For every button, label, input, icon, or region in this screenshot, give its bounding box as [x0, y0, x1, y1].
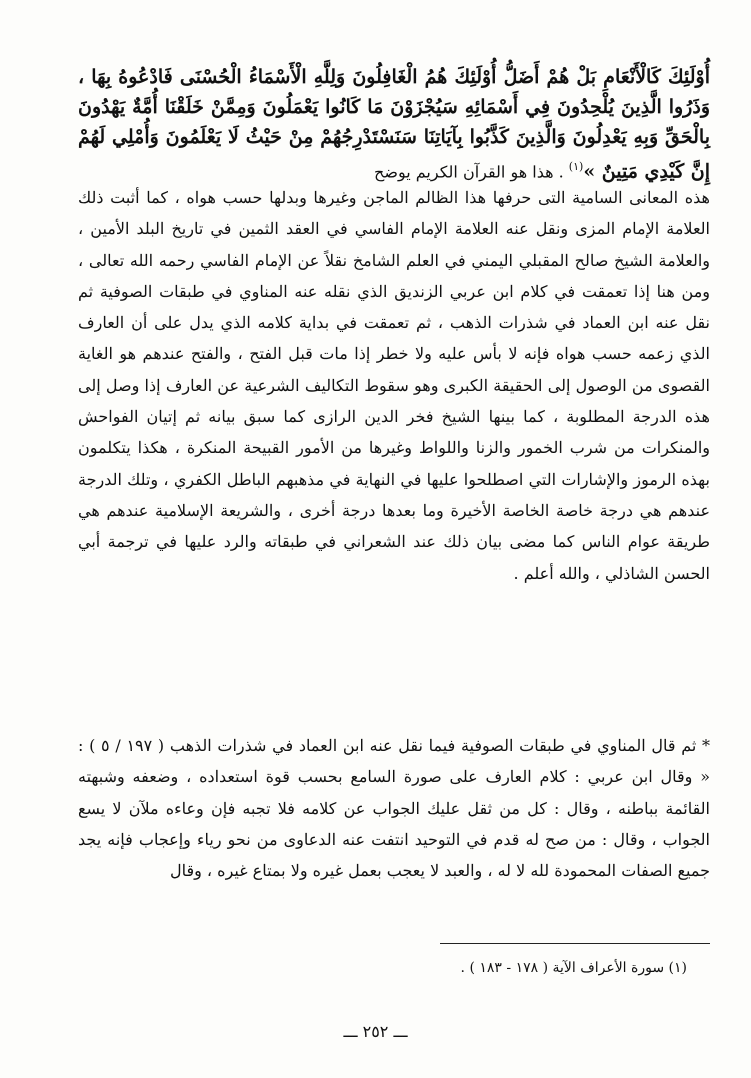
quran-verse-block: [78, 62, 710, 187]
body-paragraph: هذه المعانى السامية التى حرفها هذا الظالم الماجن وغيرها وبدلها حسب هواه ، كما أثبت ذلك العلامة الإمام المزى ونقل عنه العلامة الإمام الفاسي في العقد الثمين في تاريخ البلد الأمين ، والعلامة الشيخ صالح المقبلي اليمني في العلم الشامخ نقلاً عن الإمام الفاسي رحمه الله تعالى ، ومن هنا إذا تعمقت في كلام ابن عربي الزنديق الذي نقله عنه المناوي في طبقات الصوفية ثم نقل عنه ابن العماد في شذرات الذهب ، ثم تعمقت في بداية كلامه الذي يدل على أن العارف الذي زعمه حسب هواه فإنه لا بأس عليه ولا خطر إذا مات قبل الفتح ، والفتح عندهم هو الغاية القصوى من الوصول إلى الحقيقة الكبرى وهو سقوط التكاليف الشرعية عن العارف إذا وصل إلى هذه الدرجة المطلوبة ، كما بينها الشيخ فخر الدين الرازى كما سبق بيانه ثم إتيان الفواحش والمنكرات من شرب الخمور والزنا واللواط وغيرها من الأمور القبيحة المنكرة ، هكذا يتكلمون بهذه الرموز والإشارات التي اصطلحوا عليها في النهاية في مذهبهم الباطل الكفري ، وتلك الدرجة عندهم هي درجة خاصة الخاصة الأخيرة وما بعدها درجة أخرى ، والشريعة الإسلامية عندهم هي طريقة عوام الناس كما مضى بيان ذلك عند الشعراني في طبقاته والرد عليها في ترجمة أبي الحسن الشاذلي ، والله أعلم .: [78, 188, 711, 583]
footnote: (١) سورة الأعراف الآية ( ١٧٨ - ١٨٣ ) .: [460, 960, 687, 976]
verse-commentary-start: . هذا هو القرآن الكريم يوضح: [374, 162, 569, 182]
quran-verse-text: أُوْلَئِكَ كَالْأَنْعَامِ بَلْ هُمْ أَضَلُّ أُوْلَئِكَ هُمُ الْغَافِلُونَ وَلِلَّهِ الْأَسْمَاءُ الْحُسْنَى فَادْعُوهُ بِهَا ، وَذَرُوا الَّذِينَ يُلْحِدُونَ فِي أَسْمَائِهِ سَيُجْزَوْنَ مَا كَانُوا يَعْمَلُونَ وَمِمَّنْ خَلَقْنَا أُمَّةٌ يَهْدُونَ بِالْحَقِّ وَبِهِ يَعْدِلُونَ وَالَّذِينَ كَذَّبُوا بِآيَاتِنَا سَنَسْتَدْرِجُهُمْ مِنْ حَيْثُ لَا يَعْلَمُونَ وَأُمْلِي لَهُمْ إِنَّ كَيْدِي مَتِينٌ »: [78, 66, 710, 183]
page-number: ـــ ٢٥٢ ـــ: [343, 1022, 408, 1041]
footnote-reference: (١): [568, 160, 584, 173]
second-paragraph: * ثم قال المناوي في طبقات الصوفية فيما نقل عنه ابن العماد في شذرات الذهب ( ١٩٧ / ٥ ) : « وقال ابن عربي : كلام العارف على صورة السامع بحسب قوة استعداده ، وضعفه وشبهته القائمة بباطنه ، وقال : كل من ثقل عليك الجواب عن كلامه فلا تجبه فإن وعاءه ملآن لا يسع الجواب ، وقال : من صح له قدم في التوحيد انتفت عنه الدعاوى من نحو رياء وإعجاب فإنه يجد جميع الصفات المحمودة لله لا له ، والعبد لا يعجب بعمل غيره ولا بمتاع غيره ، وقال: [78, 736, 711, 881]
footnote-divider: [440, 943, 710, 944]
